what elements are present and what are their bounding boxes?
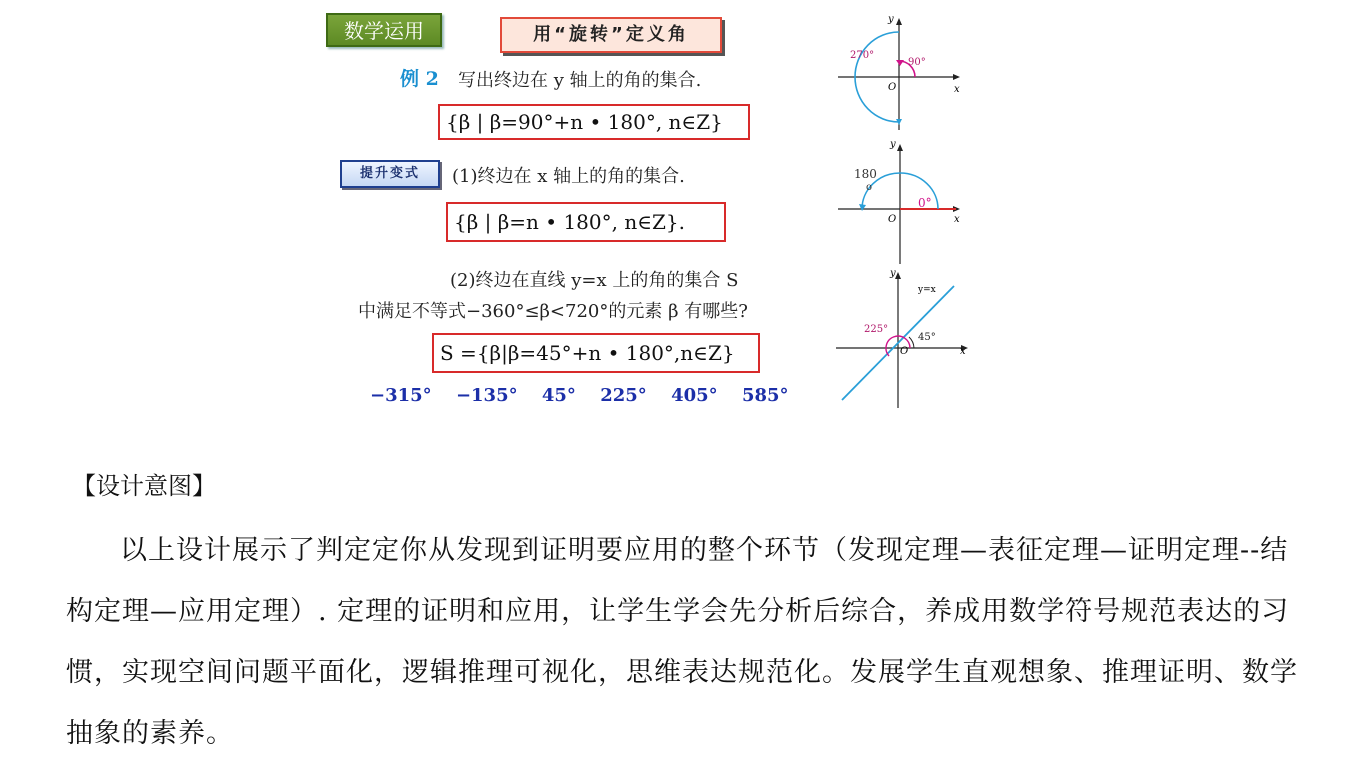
math-application-badge: 数学运用 (326, 13, 442, 47)
angle-225-label: 225° (864, 324, 889, 335)
question-1: (1)终边在 x 轴上的角的集合. (452, 166, 685, 187)
answer-2-box: S ={β|β=45°+n • 180°,n∈Z} (432, 333, 760, 373)
topic-title-badge: 用“旋转”定义角 (500, 17, 722, 53)
angle-180-label: 180 (854, 167, 877, 181)
angle-90-label: 90° (908, 57, 926, 68)
example-question: 写出终边在 y 轴上的角的集合. (458, 70, 702, 91)
x-axis-arrow (953, 74, 960, 80)
y-label: y (888, 14, 894, 25)
design-intent-paragraph: 以上设计展示了判定定你从发现到证明要应用的整个环节（发现定理—表征定理—证明定理--结构定理—应用定理）. 定理的证明和应用，让学生学会先分析后综合，养成用数学符号规范表达的习惯，实现空间问题平面化，逻辑推理可视化，思维表达规范化。发展学生直观想象、推理证明、数学抽象的素养。 (66, 535, 1298, 749)
slide-image (322, 0, 1050, 430)
answer-value: 225° (600, 385, 647, 406)
x-label: x (954, 214, 960, 225)
figure-x-axis-angles (830, 136, 980, 266)
origin-label: O (900, 346, 909, 357)
answer-value: −135° (455, 385, 518, 406)
figure-line-y-equals-x (830, 268, 980, 413)
answer-value: −315° (370, 385, 432, 406)
question-2-line-1: (2)终边在直线 y=x 上的角的集合 S (450, 270, 739, 291)
answer-value: 405° (671, 385, 718, 406)
x-label: x (960, 346, 966, 357)
origin-label: O (888, 82, 897, 93)
angle-270-label: 270° (850, 50, 875, 61)
example-label: 例 2 (400, 68, 439, 90)
y-label: y (890, 268, 896, 279)
angle-0-label: 0° (918, 196, 932, 210)
line-label: y=x (918, 285, 936, 295)
y-axis-arrow (897, 144, 903, 151)
arc-180-arrow (859, 204, 866, 211)
degree-mark: o (866, 182, 873, 193)
answer-values (370, 385, 807, 406)
arc-90-arrow (896, 60, 904, 66)
y-label: y (890, 139, 896, 150)
question-2-line-2: 中满足不等式−360°≤β<720°的元素 β 有哪些? (358, 301, 748, 322)
y-axis-arrow (896, 18, 902, 25)
answer-value: 585° (741, 385, 789, 406)
y-axis-arrow (895, 272, 901, 279)
x-label: x (954, 84, 960, 95)
example-answer-box: {β | β=90°+n • 180°, n∈Z} (438, 104, 750, 140)
angle-45-label: 45° (918, 332, 936, 343)
figure-y-axis-angles (830, 10, 980, 135)
origin-label: O (888, 214, 897, 225)
answer-1-box: {β | β=n • 180°, n∈Z}. (446, 202, 726, 242)
design-intent-heading: 【设计意图】 (72, 472, 216, 500)
answer-value: 45° (541, 385, 576, 406)
variant-badge: 提升变式 (340, 160, 440, 188)
